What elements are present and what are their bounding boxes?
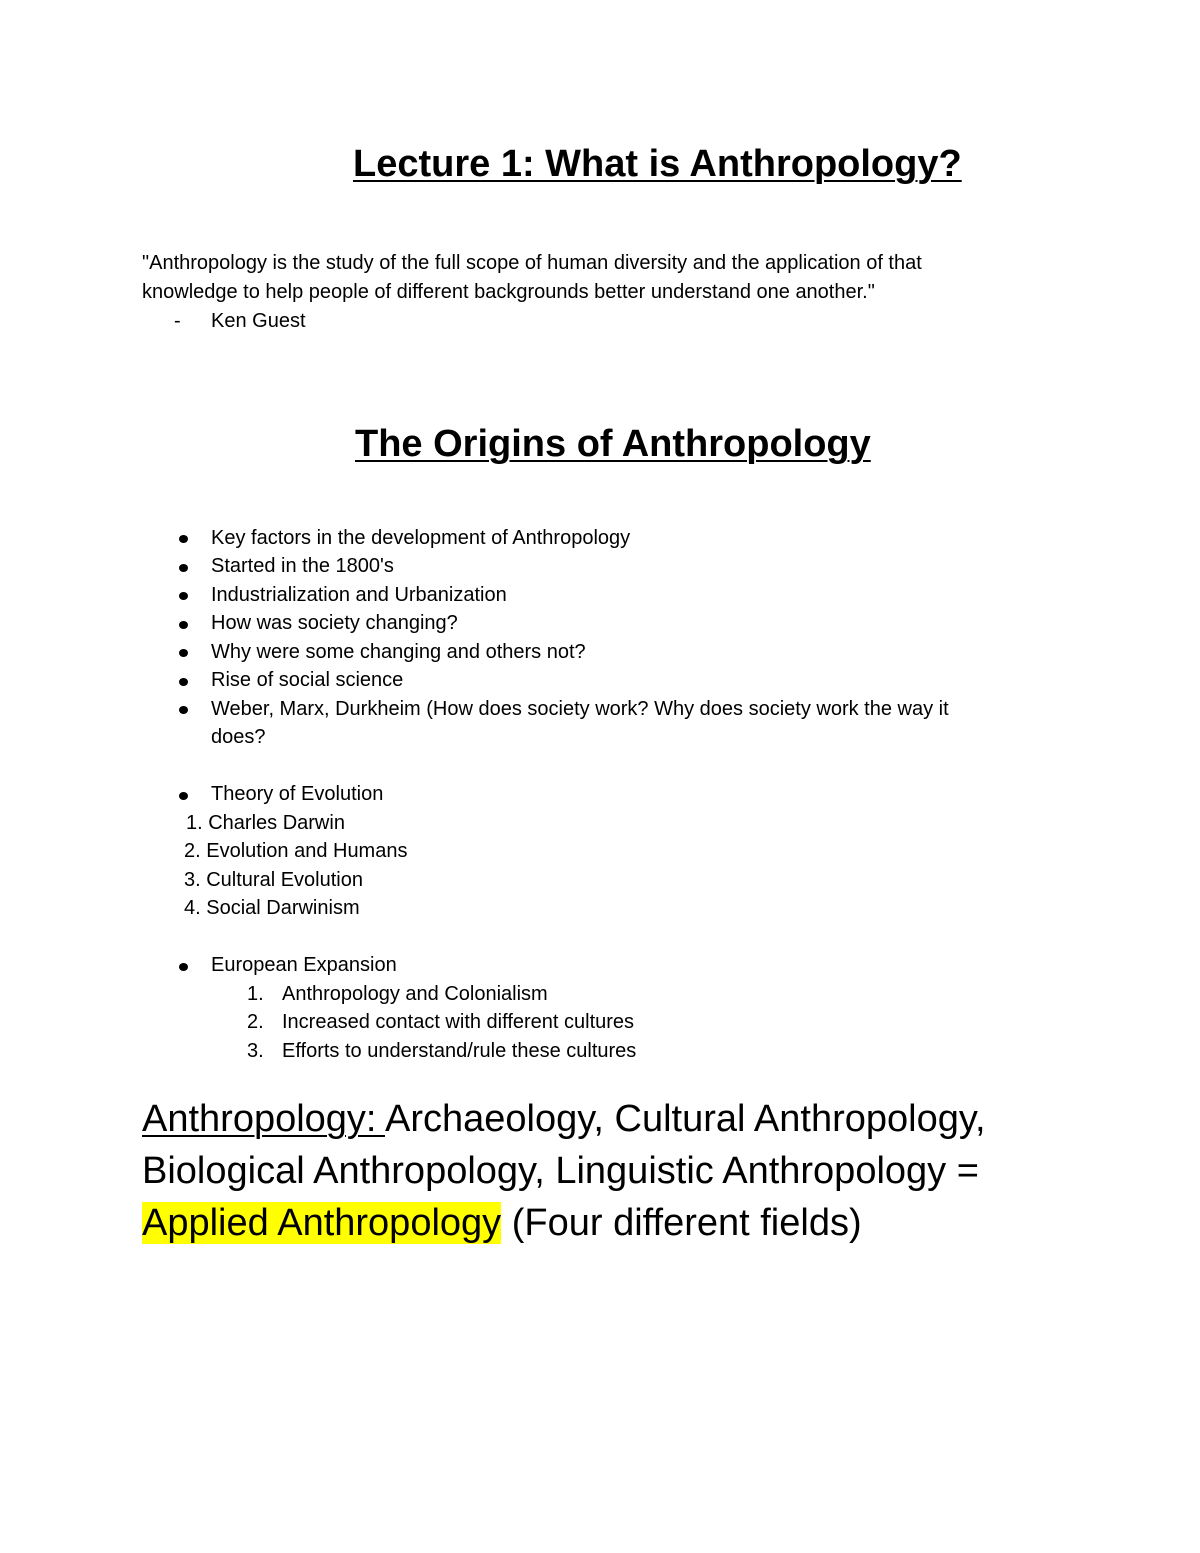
attribution-dash: -	[174, 310, 181, 332]
fields-list: Archaeology, Cultural Anthropology, Biological Anthropology, Linguistic Anthropology =	[142, 1098, 986, 1192]
applied-highlight: Applied Anthropology	[142, 1202, 502, 1244]
list-item-heading: Theory of Evolution	[211, 783, 384, 805]
bullet-icon	[179, 963, 188, 971]
bullet-icon	[179, 649, 188, 657]
numbered-item: Efforts to understand/rule these cultures	[282, 1040, 637, 1062]
numbered-item: Anthropology and Colonialism	[282, 983, 548, 1005]
item-number: 3.	[247, 1040, 264, 1062]
bullet-icon	[179, 592, 188, 600]
item-number: 1.	[247, 983, 264, 1005]
list-item: Weber, Marx, Durkheim (How does society work? Why does society work the way it	[211, 698, 949, 720]
list-item: Started in the 1800's	[211, 555, 394, 577]
numbered-item: 2. Evolution and Humans	[184, 840, 408, 862]
list-item: How was society changing?	[211, 612, 458, 634]
list-item: Rise of social science	[211, 669, 404, 691]
list-item: Key factors in the development of Anthropology	[211, 527, 631, 549]
bullet-icon	[179, 706, 188, 714]
numbered-item: 3. Cultural Evolution	[184, 869, 363, 891]
bullet-icon	[179, 792, 188, 800]
fields-tail: (Four different fields)	[501, 1202, 862, 1244]
bullet-icon	[179, 564, 188, 572]
numbered-item: Increased contact with different cultures	[282, 1011, 635, 1033]
quote-line-1: "Anthropology is the study of the full scope of human diversity and the application of that	[142, 252, 922, 274]
list-item-heading: European Expansion	[211, 954, 397, 976]
list-item: Industrialization and Urbanization	[211, 584, 507, 606]
bullet-icon	[179, 621, 188, 629]
section-heading: The Origins of Anthropology	[355, 423, 871, 465]
page-title: Lecture 1: What is Anthropology?	[353, 143, 962, 185]
fields-summary	[142, 1093, 1082, 1249]
list-item-continuation: does?	[211, 726, 266, 748]
bullet-icon	[179, 678, 188, 686]
quote-line-2: knowledge to help people of different backgrounds better understand one another."	[142, 281, 875, 303]
list-item: Why were some changing and others not?	[211, 641, 586, 663]
numbered-item: 4. Social Darwinism	[184, 897, 360, 919]
fields-label: Anthropology:	[142, 1098, 385, 1140]
quote-text	[142, 249, 922, 307]
quote-author: Ken Guest	[211, 310, 306, 332]
numbered-item: 1. Charles Darwin	[186, 812, 345, 834]
item-number: 2.	[247, 1011, 264, 1033]
bullet-icon	[179, 535, 188, 543]
